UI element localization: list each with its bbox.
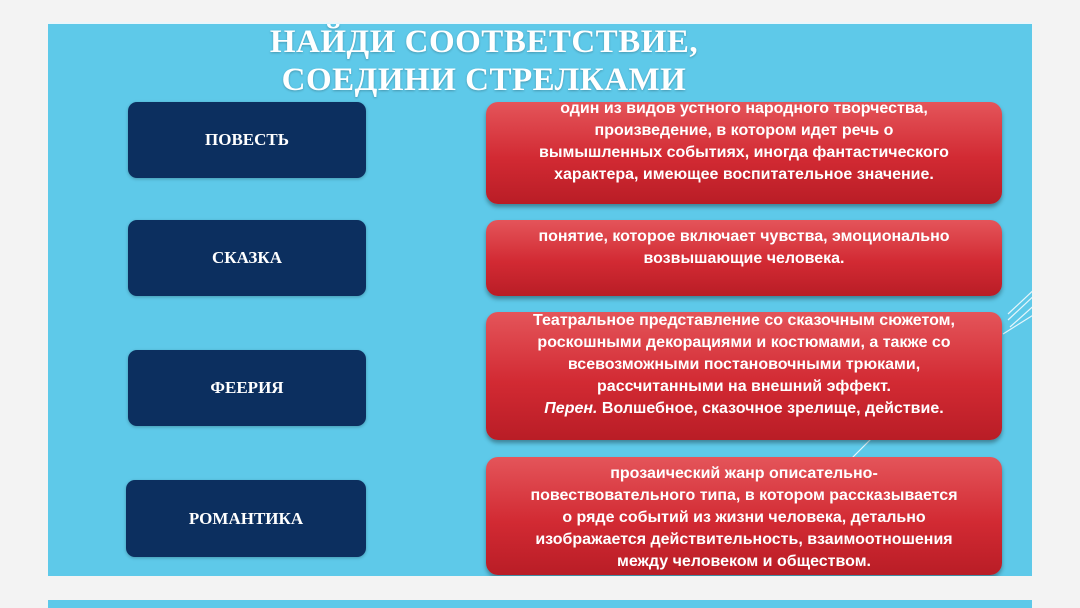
- definition-line: о ряде событий из жизни человека, детально: [562, 509, 926, 526]
- definition-line: прозаический жанр описательно-: [610, 465, 878, 482]
- definition-box-4[interactable]: [486, 457, 1002, 575]
- next-slide-edge: [48, 600, 1032, 608]
- definition-box-1[interactable]: [486, 102, 1002, 204]
- definition-line: характера, имеющее воспитательное значение.: [554, 166, 934, 183]
- term-box-povest[interactable]: [128, 102, 366, 178]
- term-label: ПОВЕСТЬ: [205, 130, 289, 149]
- figurative-text: Волшебное, сказочное зрелище, действие.: [597, 400, 944, 417]
- definition-box-2[interactable]: [486, 220, 1002, 296]
- definition-box-3[interactable]: [486, 312, 1002, 440]
- definition-line: понятие, которое включает чувства, эмоционально: [538, 228, 950, 245]
- definition-line: возвышающие человека.: [643, 250, 845, 267]
- term-label: РОМАНТИКА: [188, 508, 304, 528]
- definition-figurative-line: [496, 398, 992, 420]
- definition-line: между человеком и обществом.: [617, 553, 871, 570]
- definition-line: роскошными декорациями и костюмами, а также со: [537, 334, 951, 351]
- term-box-skazka[interactable]: [128, 220, 366, 296]
- term-label: СКАЗКА: [211, 248, 283, 267]
- definition-line: Театральное представление со сказочным сюжетом,: [533, 312, 955, 329]
- term-label: ФЕЕРИЯ: [210, 378, 284, 397]
- definition-line: повествовательного типа, в котором рассказывается: [530, 487, 958, 504]
- term-box-feeriya[interactable]: [128, 350, 366, 426]
- figurative-prefix: Перен.: [544, 400, 598, 417]
- definition-line: вымышленных событиях, иногда фантастического: [539, 144, 949, 161]
- definition-line: произведение, в котором идет речь о: [594, 122, 894, 139]
- term-box-romantika[interactable]: [126, 480, 366, 557]
- definition-line: всевозможными постановочными трюками,: [567, 356, 921, 373]
- slide-title-line-2: СОЕДИНИ СТРЕЛКАМИ: [281, 62, 687, 98]
- definition-line: рассчитанными на внешний эффект.: [597, 378, 891, 395]
- slide-title-line-1: НАЙДИ СООТВЕТСТВИЕ,: [269, 24, 699, 60]
- presentation-slide: [48, 22, 1032, 576]
- definition-line: один из видов устного народного творчества,: [560, 100, 928, 117]
- definition-line: изображается действительность, взаимоотношения: [535, 531, 953, 548]
